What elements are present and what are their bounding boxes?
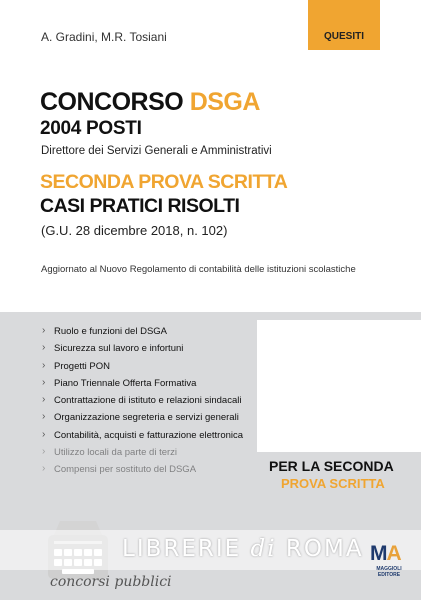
watermark bbox=[122, 536, 364, 562]
posts-title: 2004 POSTI bbox=[40, 118, 142, 139]
main-title-part2: DSGA bbox=[189, 88, 260, 116]
authors: A. Gradini, M.R. Tosiani bbox=[41, 30, 167, 44]
publisher-name: MAGGIOLI EDITORE bbox=[376, 566, 402, 578]
role-title: Direttore dei Servizi Generali e Amministrativi bbox=[41, 145, 272, 157]
list-item: › Organizzazione segreteria e servizi generali bbox=[42, 412, 243, 429]
list-item: › Contrattazione di istituto e relazioni sindacali bbox=[42, 395, 243, 412]
main-title bbox=[40, 88, 260, 117]
topics-list bbox=[42, 326, 243, 482]
list-item: › Piano Triennale Offerta Formativa bbox=[42, 378, 243, 395]
side-box bbox=[257, 320, 421, 452]
list-item: › Sicurezza sul lavoro e infortuni bbox=[42, 343, 243, 360]
list-item: › Progetti PON bbox=[42, 361, 243, 378]
list-item: › Utilizzo locali da parte di terzi bbox=[42, 447, 243, 464]
subtitle-line2: CASI PRATICI RISOLTI bbox=[40, 195, 240, 217]
watermark-word1: LIBRERIE bbox=[122, 536, 251, 562]
series-tag-label: QUESITI bbox=[323, 31, 364, 42]
badge-line1: PER LA SECONDA bbox=[269, 458, 394, 474]
list-item: › Contabilità, acquisti e fatturazione elettronica bbox=[42, 430, 243, 447]
watermark-word2: di bbox=[250, 536, 277, 562]
updated-note: Aggiornato al Nuovo Regolamento di contabilità delle istituzioni scolastiche bbox=[41, 264, 356, 275]
subtitle-line1: SECONDA PROVA SCRITTA bbox=[40, 171, 288, 193]
publisher-mark-b: A bbox=[386, 542, 401, 565]
main-title-part1: CONCORSO bbox=[40, 88, 190, 116]
subtitle-line3: (G.U. 28 dicembre 2018, n. 102) bbox=[41, 223, 228, 238]
watermark-word3: ROMA bbox=[276, 536, 364, 562]
list-item: › Compensi per sostituto del DSGA bbox=[42, 464, 243, 481]
publisher-mark-a: M bbox=[370, 542, 387, 565]
list-item: › Ruolo e funzioni del DSGA bbox=[42, 326, 243, 343]
publisher-logo bbox=[370, 542, 408, 592]
series-name: concorsi pubblici bbox=[50, 574, 172, 590]
badge-line2: PROVA SCRITTA bbox=[281, 476, 385, 491]
series-tag bbox=[308, 0, 380, 50]
publisher-mark bbox=[370, 542, 401, 566]
